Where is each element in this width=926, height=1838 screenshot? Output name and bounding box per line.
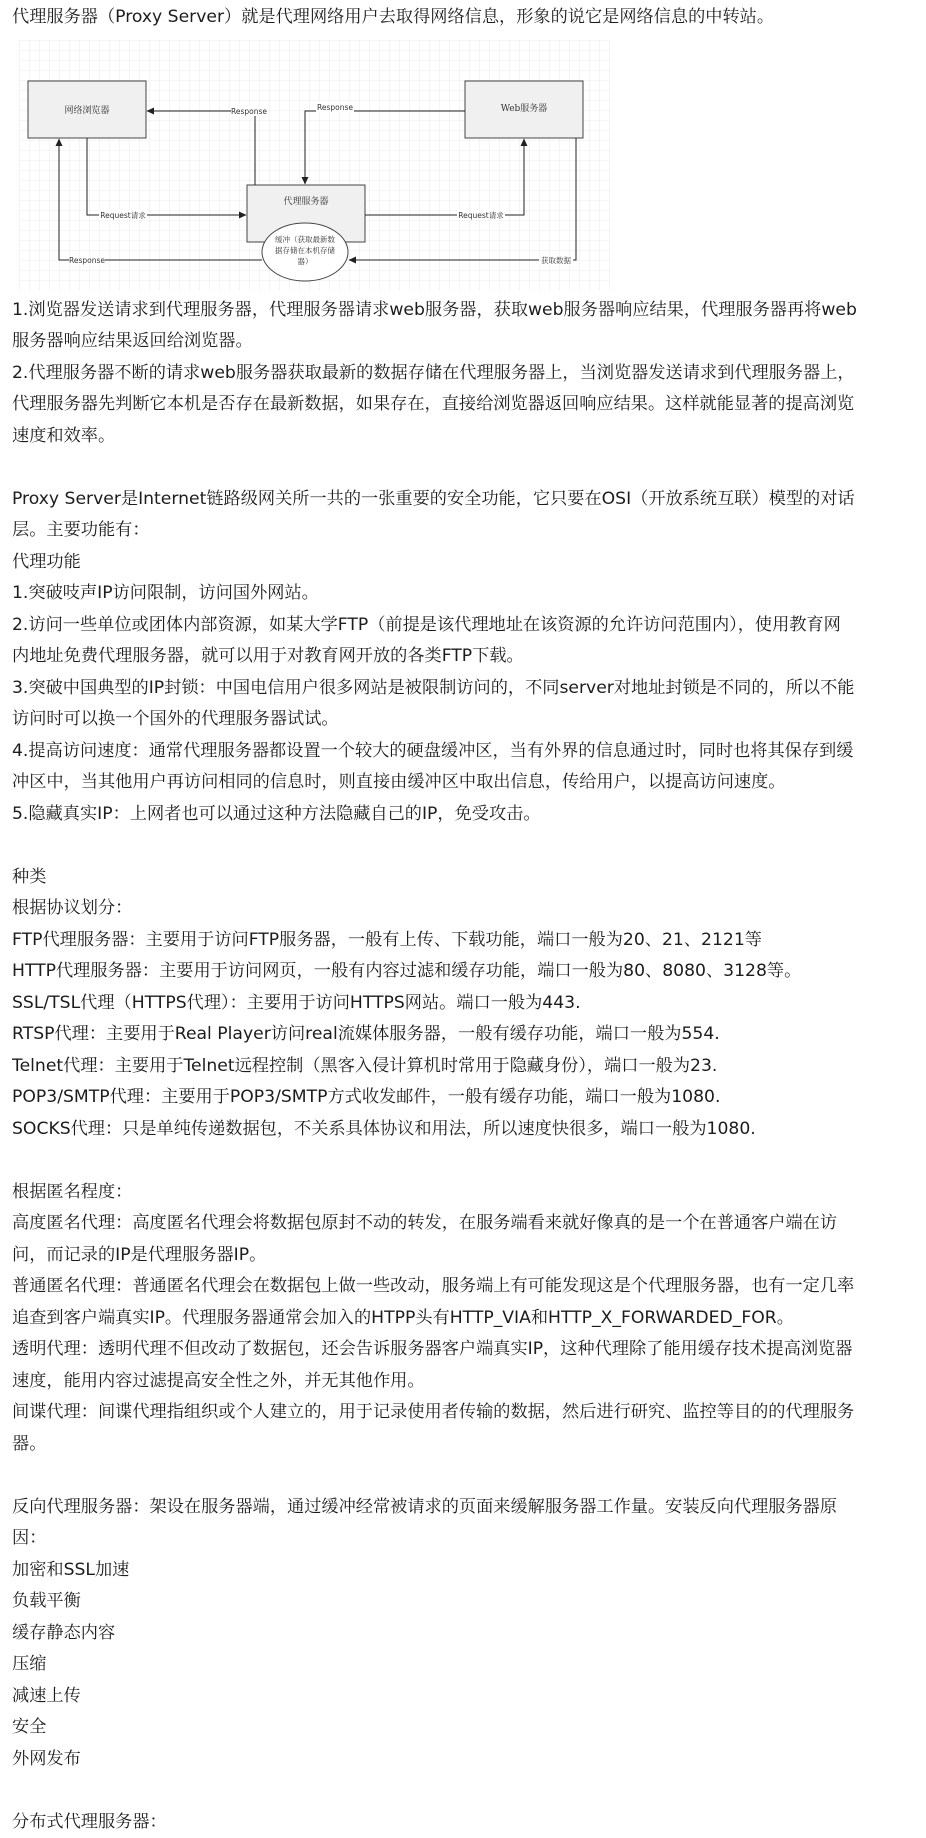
- text-line: 2.代理服务器不断的请求web服务器获取最新的数据存储在代理服务器上，当浏览器发送请求到代理服务器上，: [12, 358, 912, 390]
- text-line: 5.隐藏真实IP：上网者也可以通过这种方法隐藏自己的IP，免受攻击。: [12, 799, 912, 831]
- text-line: 压缩: [12, 1649, 912, 1681]
- blank-line: [12, 1145, 912, 1177]
- request-label: Request请求: [100, 210, 146, 220]
- response-label: Response: [69, 256, 105, 265]
- text-line: 根据协议划分：: [12, 893, 912, 925]
- text-line: 追查到客户端真实IP。代理服务器通常会加入的HTPP头有HTTP_VIA和HTTP_X_FORWARDED_FOR。: [12, 1303, 912, 1335]
- blank-line: [12, 452, 912, 484]
- response-label: Response: [231, 107, 267, 116]
- cache-label-line: 据存储在本机存储: [275, 245, 335, 255]
- text-line: 冲区中，当其他用户再访问相同的信息时，则直接由缓冲区中取出信息，传给用户，以提高访问速度。: [12, 767, 912, 799]
- text-line: 种类: [12, 862, 912, 894]
- text-line: 速度，能用内容过滤提高安全性之外，并无其他作用。: [12, 1366, 912, 1398]
- text-line: 反向代理服务器：架设在服务器端，通过缓冲经常被请求的页面来缓解服务器工作量。安装反向代理服务器原: [12, 1492, 912, 1524]
- text-line: 1.浏览器发送请求到代理服务器，代理服务器请求web服务器，获取web服务器响应结果，代理服务器再将web: [12, 295, 912, 327]
- text-line: 分布式代理服务器：: [12, 1807, 912, 1838]
- text-line: 4.提高访问速度：通常代理服务器都设置一个较大的硬盘缓冲区，当有外界的信息通过时，同时也将其保存到缓: [12, 736, 912, 768]
- text-line: Telnet代理：主要用于Telnet远程控制（黑客入侵计算机时常用于隐藏身份），端口一般为23.: [12, 1051, 912, 1083]
- text-line: 内地址免费代理服务器，就可以用于对教育网开放的各类FTP下载。: [12, 641, 912, 673]
- text-line: 1.突破吱声IP访问限制，访问国外网站。: [12, 578, 912, 610]
- text-line: 减速上传: [12, 1681, 912, 1713]
- text-line: 访问时可以换一个国外的代理服务器试试。: [12, 704, 912, 736]
- text-line: 器。: [12, 1429, 912, 1461]
- proxy-flow-diagram-svg: [19, 40, 611, 290]
- text-line: HTTP代理服务器：主要用于访问网页，一般有内容过滤和缓存功能，端口一般为80、8080、3128等。: [12, 956, 912, 988]
- article-body: [12, 295, 912, 1838]
- cache-label-line: 器）: [298, 257, 313, 266]
- text-line: 层。主要功能有：: [12, 515, 912, 547]
- browser-label: 网络浏览器: [64, 104, 109, 116]
- blank-line: [12, 1460, 912, 1492]
- text-line: 负载平衡: [12, 1586, 912, 1618]
- text-line: 加密和SSL加速: [12, 1555, 912, 1587]
- text-line: FTP代理服务器：主要用于访问FTP服务器，一般有上传、下载功能，端口一般为20、21、2121等: [12, 925, 912, 957]
- text-line: 安全: [12, 1712, 912, 1744]
- text-line: SSL/TSL代理（HTTPS代理）：主要用于访问HTTPS网站。端口一般为443.: [12, 988, 912, 1020]
- text-line: SOCKS代理：只是单纯传递数据包，不关系具体协议和用法，所以速度快很多，端口一般为1080.: [12, 1114, 912, 1146]
- text-line: 3.突破中国典型的IP封锁：中国电信用户很多网站是被限制访问的，不同server对地址封锁是不同的，所以不能: [12, 673, 912, 705]
- fetch-label: 获取数据: [541, 255, 571, 265]
- text-line: 高度匿名代理：高度匿名代理会将数据包原封不动的转发，在服务端看来就好像真的是一个在普通客户端在访: [12, 1208, 912, 1240]
- text-line: POP3/SMTP代理：主要用于POP3/SMTP方式收发邮件，一般有缓存功能，端口一般为1080.: [12, 1082, 912, 1114]
- article: [12, 0, 912, 1838]
- response-label: Response: [317, 103, 353, 112]
- web-server-label: Web服务器: [501, 102, 548, 114]
- intro-paragraph: 代理服务器（Proxy Server）就是代理网络用户去取得网络信息，形象的说它是网络信息的中转站。: [12, 2, 912, 34]
- text-line: 代理功能: [12, 547, 912, 579]
- text-line: 普通匿名代理：普通匿名代理会在数据包上做一些改动，服务端上有可能发现这是个代理服务器，也有一定几率: [12, 1271, 912, 1303]
- proxy-label: 代理服务器: [283, 195, 328, 207]
- text-line: 缓存静态内容: [12, 1618, 912, 1650]
- text-line: 外网发布: [12, 1744, 912, 1776]
- text-line: Proxy Server是Internet链路级网关所一共的一张重要的安全功能，它只要在OSI（开放系统互联）模型的对话: [12, 484, 912, 516]
- text-line: 服务器响应结果返回给浏览器。: [12, 326, 912, 358]
- text-line: 因：: [12, 1523, 912, 1555]
- text-line: RTSP代理：主要用于Real Player访问real流媒体服务器，一般有缓存功能，端口一般为554.: [12, 1019, 912, 1051]
- text-line: 2.访问一些单位或团体内部资源，如某大学FTP（前提是该代理地址在该资源的允许访问范围内），使用教育网: [12, 610, 912, 642]
- request-label: Request请求: [458, 210, 504, 220]
- text-line: 代理服务器先判断它本机是否存在最新数据，如果存在，直接给浏览器返回响应结果。这样就能显著的提高浏览: [12, 389, 912, 421]
- text-line: 问，而记录的IP是代理服务器IP。: [12, 1240, 912, 1272]
- blank-line: [12, 830, 912, 862]
- text-line: 速度和效率。: [12, 421, 912, 453]
- text-line: 根据匿名程度：: [12, 1177, 912, 1209]
- blank-line: [12, 1775, 912, 1807]
- proxy-flow-diagram: [19, 40, 611, 290]
- text-line: 间谍代理：间谍代理指组织或个人建立的，用于记录使用者传输的数据，然后进行研究、监控等目的的代理服务: [12, 1397, 912, 1429]
- text-line: 透明代理：透明代理不但改动了数据包，还会告诉服务器客户端真实IP，这种代理除了能用缓存技术提高浏览器: [12, 1334, 912, 1366]
- cache-label-line: 缓冲（获取最新数: [275, 234, 335, 244]
